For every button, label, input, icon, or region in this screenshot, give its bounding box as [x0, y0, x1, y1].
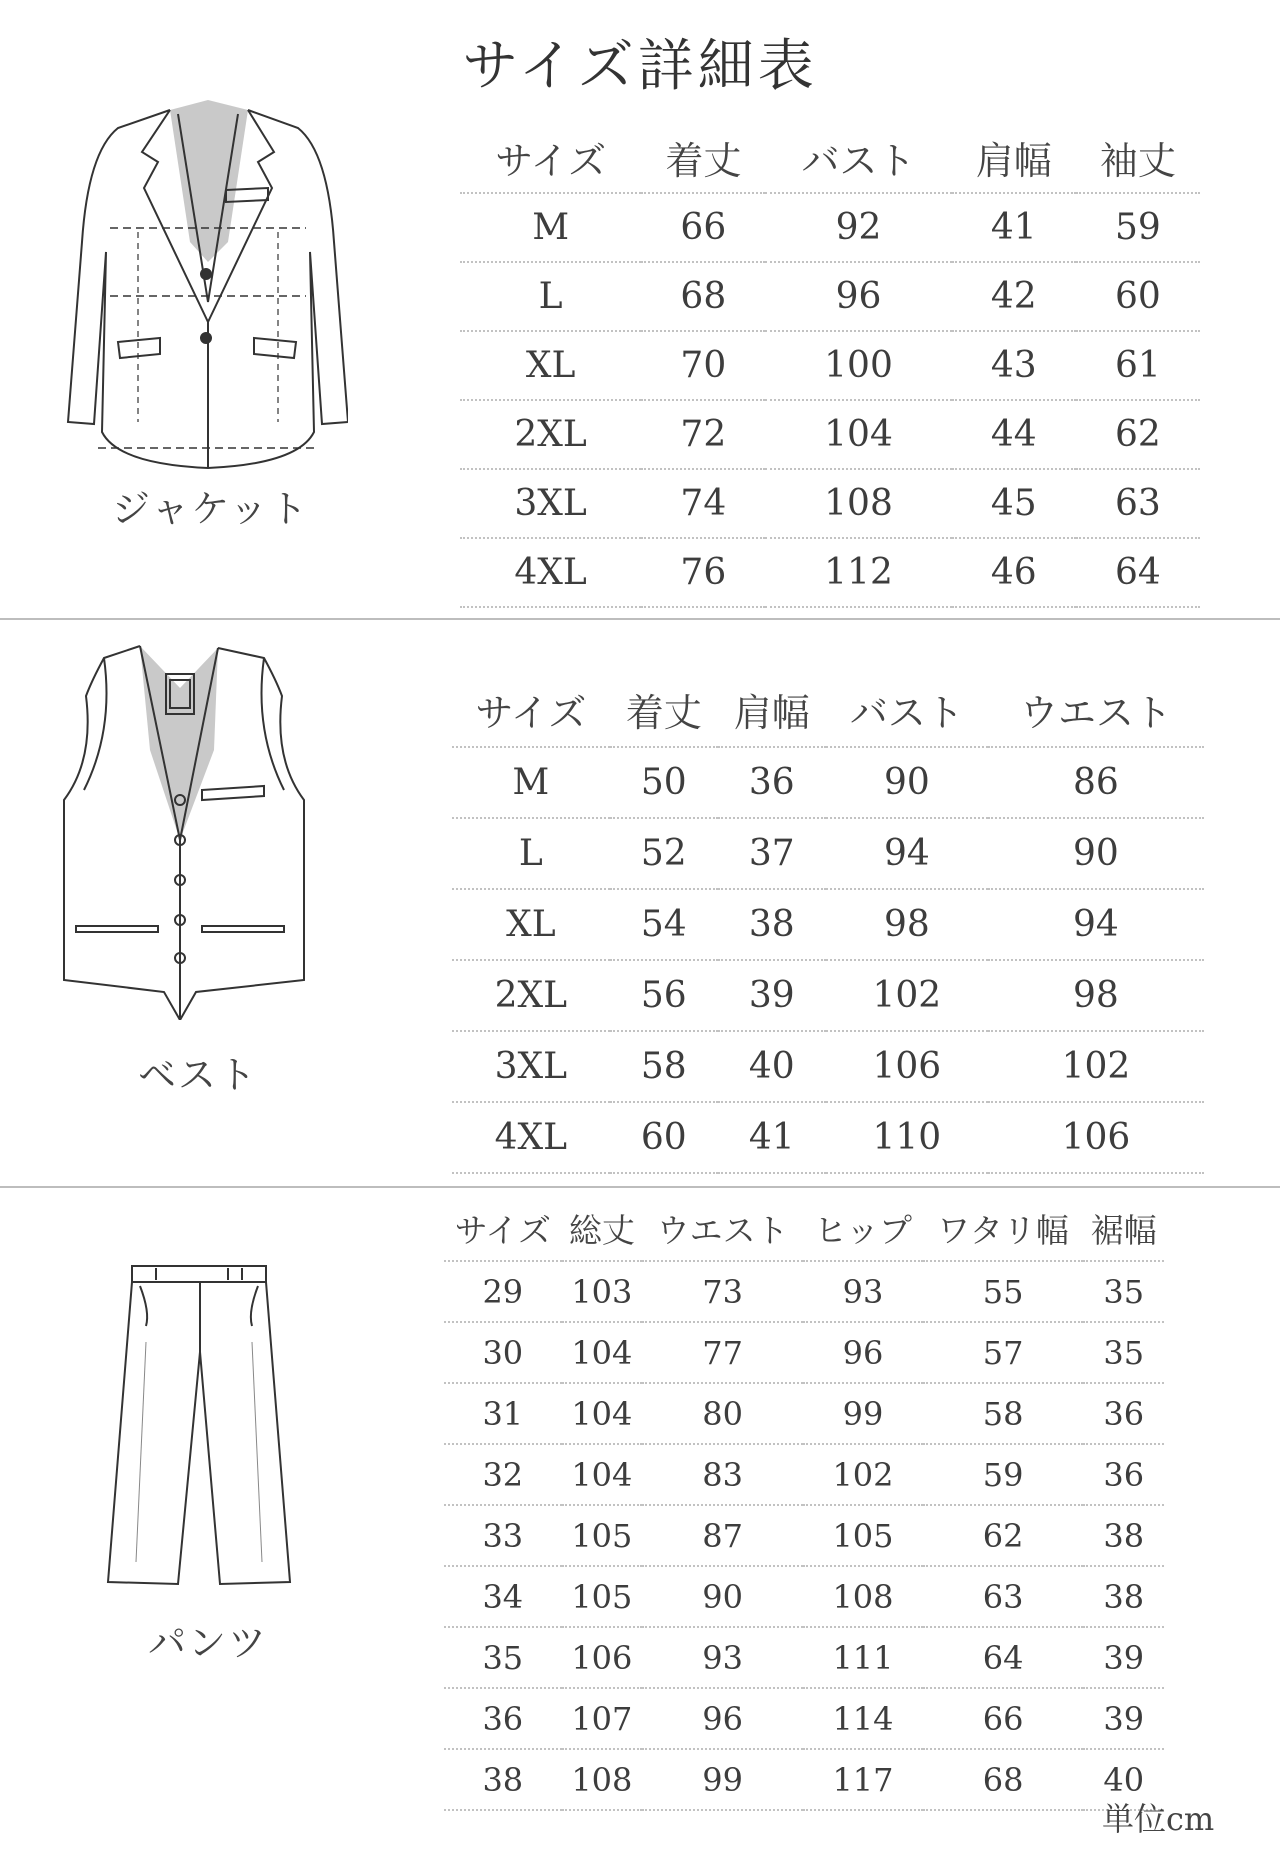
table-row: [444, 1505, 1164, 1566]
table-cell: XL: [452, 889, 610, 960]
table-cell: 62: [1076, 400, 1200, 469]
table-cell: 39: [1083, 1627, 1164, 1688]
jacket-size-table: [460, 122, 1200, 608]
table-cell: 108: [765, 469, 951, 538]
column-header: 総丈: [562, 1196, 643, 1261]
table-cell: 38: [444, 1749, 562, 1810]
table-cell: 64: [1076, 538, 1200, 607]
table-cell: 33: [444, 1505, 562, 1566]
table-cell: 76: [641, 538, 765, 607]
section-divider: [0, 1186, 1280, 1188]
table-cell: 38: [718, 889, 826, 960]
table-cell: 108: [803, 1566, 923, 1627]
table-cell: 2XL: [460, 400, 641, 469]
table-cell: 83: [642, 1444, 803, 1505]
table-cell: 2XL: [452, 960, 610, 1031]
table-cell: 36: [444, 1688, 562, 1749]
table-cell: 106: [562, 1627, 643, 1688]
table-row: [444, 1261, 1164, 1322]
table-cell: 98: [826, 889, 988, 960]
column-header: 肩幅: [952, 122, 1076, 193]
table-cell: 34: [444, 1566, 562, 1627]
table-cell: 30: [444, 1322, 562, 1383]
table-header-row: [452, 672, 1204, 747]
table-cell: 45: [952, 469, 1076, 538]
table-cell: 42: [952, 262, 1076, 331]
table-cell: 104: [562, 1322, 643, 1383]
table-cell: 96: [803, 1322, 923, 1383]
table-row: [460, 193, 1200, 262]
table-cell: 106: [988, 1102, 1204, 1173]
table-cell: 58: [610, 1031, 718, 1102]
table-cell: 4XL: [452, 1102, 610, 1173]
table-cell: 105: [562, 1505, 643, 1566]
table-row: [452, 818, 1204, 889]
table-cell: 90: [642, 1566, 803, 1627]
column-header: サイズ: [444, 1196, 562, 1261]
column-header: 着丈: [641, 122, 765, 193]
table-cell: 41: [718, 1102, 826, 1173]
table-cell: 98: [988, 960, 1204, 1031]
table-cell: 108: [562, 1749, 643, 1810]
table-cell: 94: [826, 818, 988, 889]
table-cell: 60: [610, 1102, 718, 1173]
table-cell: M: [460, 193, 641, 262]
table-cell: 96: [642, 1688, 803, 1749]
table-cell: 29: [444, 1261, 562, 1322]
table-row: [444, 1383, 1164, 1444]
column-header: 肩幅: [718, 672, 826, 747]
table-cell: 68: [641, 262, 765, 331]
vest-illustration: [54, 640, 314, 1020]
table-cell: 111: [803, 1627, 923, 1688]
table-cell: 102: [803, 1444, 923, 1505]
table-cell: L: [452, 818, 610, 889]
table-cell: 55: [923, 1261, 1084, 1322]
table-cell: 39: [718, 960, 826, 1031]
table-cell: 38: [1083, 1566, 1164, 1627]
table-cell: 35: [1083, 1322, 1164, 1383]
vest-size-table: [452, 672, 1204, 1174]
table-cell: 40: [1083, 1749, 1164, 1810]
table-row: [444, 1322, 1164, 1383]
table-cell: 70: [641, 331, 765, 400]
table-cell: 4XL: [460, 538, 641, 607]
column-header: ウエスト: [642, 1196, 803, 1261]
table-cell: 102: [988, 1031, 1204, 1102]
table-cell: 94: [988, 889, 1204, 960]
table-cell: 105: [803, 1505, 923, 1566]
jacket-illustration: [58, 92, 348, 472]
table-row: [444, 1444, 1164, 1505]
table-cell: 110: [826, 1102, 988, 1173]
table-cell: 96: [765, 262, 951, 331]
table-cell: 73: [642, 1261, 803, 1322]
table-cell: 74: [641, 469, 765, 538]
table-cell: 72: [641, 400, 765, 469]
table-row: [452, 1102, 1204, 1173]
table-cell: 35: [1083, 1261, 1164, 1322]
table-cell: 35: [444, 1627, 562, 1688]
table-cell: 99: [642, 1749, 803, 1810]
table-cell: 3XL: [452, 1031, 610, 1102]
table-row: [460, 400, 1200, 469]
pants-illustration: [96, 1262, 296, 1592]
table-row: [460, 262, 1200, 331]
table-cell: L: [460, 262, 641, 331]
table-cell: 58: [923, 1383, 1084, 1444]
table-cell: 66: [923, 1688, 1084, 1749]
table-cell: 104: [562, 1444, 643, 1505]
table-cell: 100: [765, 331, 951, 400]
table-cell: 106: [826, 1031, 988, 1102]
pants-label: パンツ: [148, 1621, 269, 1665]
column-header: ヒップ: [803, 1196, 923, 1261]
table-row: [452, 747, 1204, 818]
table-header-row: [444, 1196, 1164, 1261]
table-cell: M: [452, 747, 610, 818]
table-cell: 37: [718, 818, 826, 889]
table-row: [460, 469, 1200, 538]
table-cell: 63: [1076, 469, 1200, 538]
table-cell: 80: [642, 1383, 803, 1444]
table-cell: 112: [765, 538, 951, 607]
table-cell: 31: [444, 1383, 562, 1444]
table-cell: 62: [923, 1505, 1084, 1566]
table-cell: 32: [444, 1444, 562, 1505]
table-cell: 114: [803, 1688, 923, 1749]
vest-label: ベスト: [138, 1053, 259, 1097]
column-header: 袖丈: [1076, 122, 1200, 193]
table-cell: 41: [952, 193, 1076, 262]
table-cell: 56: [610, 960, 718, 1031]
column-header: サイズ: [460, 122, 641, 193]
table-cell: 64: [923, 1627, 1084, 1688]
table-cell: 61: [1076, 331, 1200, 400]
section-divider: [0, 618, 1280, 620]
table-cell: XL: [460, 331, 641, 400]
table-row: [444, 1688, 1164, 1749]
column-header: ウエスト: [988, 672, 1204, 747]
table-cell: 3XL: [460, 469, 641, 538]
table-cell: 93: [803, 1261, 923, 1322]
table-cell: 92: [765, 193, 951, 262]
table-cell: 44: [952, 400, 1076, 469]
table-cell: 57: [923, 1322, 1084, 1383]
pants-size-table: [444, 1196, 1164, 1811]
table-cell: 66: [641, 193, 765, 262]
table-cell: 59: [923, 1444, 1084, 1505]
table-cell: 39: [1083, 1688, 1164, 1749]
table-cell: 38: [1083, 1505, 1164, 1566]
table-cell: 60: [1076, 262, 1200, 331]
table-cell: 54: [610, 889, 718, 960]
table-cell: 68: [923, 1749, 1084, 1810]
table-cell: 99: [803, 1383, 923, 1444]
column-header: バスト: [765, 122, 951, 193]
table-cell: 86: [988, 747, 1204, 818]
table-cell: 102: [826, 960, 988, 1031]
table-cell: 52: [610, 818, 718, 889]
column-header: バスト: [826, 672, 988, 747]
table-cell: 77: [642, 1322, 803, 1383]
table-header-row: [460, 122, 1200, 193]
table-cell: 36: [1083, 1444, 1164, 1505]
table-cell: 36: [1083, 1383, 1164, 1444]
table-cell: 59: [1076, 193, 1200, 262]
unit-note: 単位cm: [1102, 1800, 1215, 1838]
table-row: [452, 1031, 1204, 1102]
table-row: [444, 1627, 1164, 1688]
table-cell: 87: [642, 1505, 803, 1566]
table-cell: 43: [952, 331, 1076, 400]
table-cell: 36: [718, 747, 826, 818]
column-header: 着丈: [610, 672, 718, 747]
table-cell: 90: [826, 747, 988, 818]
table-cell: 50: [610, 747, 718, 818]
table-cell: 90: [988, 818, 1204, 889]
column-header: 裾幅: [1083, 1196, 1164, 1261]
table-cell: 117: [803, 1749, 923, 1810]
table-row: [452, 889, 1204, 960]
table-row: [452, 960, 1204, 1031]
table-cell: 104: [562, 1383, 643, 1444]
jacket-label: ジャケット: [112, 487, 310, 531]
page-title: サイズ詳細表: [462, 34, 818, 99]
table-cell: 46: [952, 538, 1076, 607]
table-cell: 107: [562, 1688, 643, 1749]
table-row: [444, 1566, 1164, 1627]
table-cell: 105: [562, 1566, 643, 1627]
table-cell: 104: [765, 400, 951, 469]
table-row: [460, 331, 1200, 400]
table-cell: 103: [562, 1261, 643, 1322]
table-row: [460, 538, 1200, 607]
table-cell: 40: [718, 1031, 826, 1102]
table-row: [444, 1749, 1164, 1810]
table-cell: 93: [642, 1627, 803, 1688]
column-header: ワタリ幅: [923, 1196, 1084, 1261]
column-header: サイズ: [452, 672, 610, 747]
table-cell: 63: [923, 1566, 1084, 1627]
